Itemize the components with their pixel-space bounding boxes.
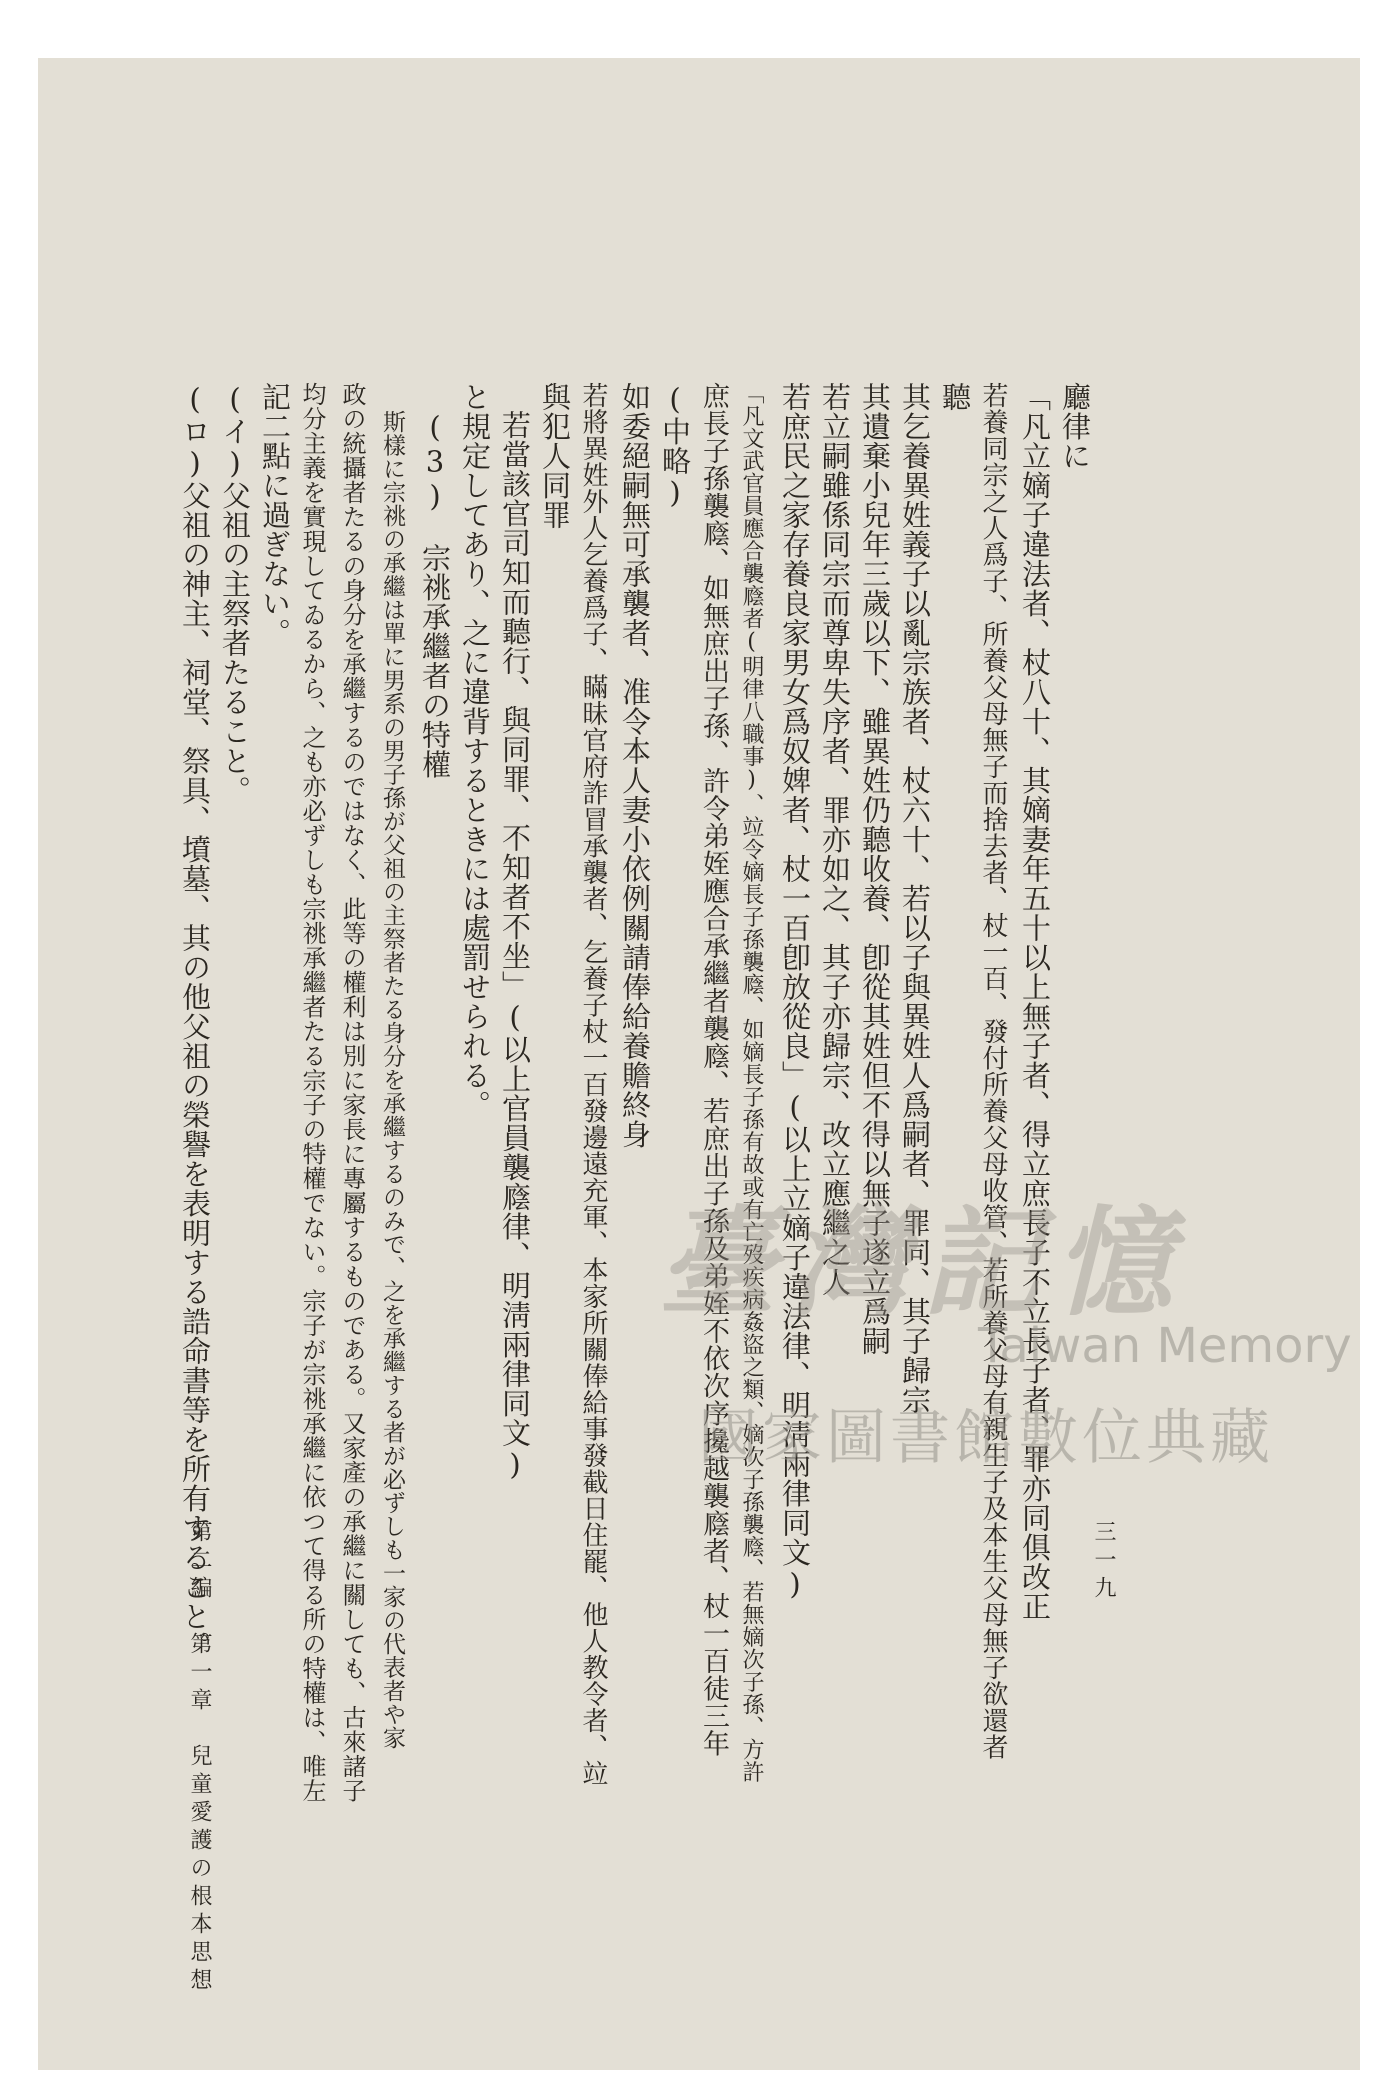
- watermark-english: Taiwan Memory: [978, 1318, 1352, 1374]
- watermark-library: 國家圖書館數位典藏: [698, 1403, 1274, 1473]
- text-column: 若將異姓外人乞養爲子、瞞昧官府詐冒承襲者、乞養子杖一百發邊遠充軍、本家所關俸給事發截日住罷、他人教令者、竝: [578, 382, 608, 1787]
- running-footer: 第二編 第一章 兒童愛護の根本思想: [187, 1520, 212, 1996]
- watermark-logo-text: 臺灣記憶: [658, 1193, 1187, 1332]
- text-column: 記二點に過ぎない。: [258, 382, 292, 648]
- text-column: (中略): [658, 382, 692, 510]
- text-column: 廳律に: [1058, 382, 1092, 471]
- text-column: 聽: [938, 382, 972, 412]
- text-column: (3) 宗祧承繼者の特權: [418, 410, 452, 779]
- text-column: 均分主義を實現してゐるから、之も亦必ずしも宗祧承繼者たる宗子の特權でない。宗子が宗祧承繼に依つて得る所の特權は、唯左: [298, 382, 326, 1803]
- text-column: 「凡立嫡子違法者、杖八十、其嫡妻年五十以上無子者、得立庶長子不立長子者、罪亦同俱改正: [1018, 382, 1052, 1621]
- text-column: 政の統攝者たるの身分を承繼するのではなく、此等の權利は別に家長に專屬するものである。又家產の承繼に關しても、古來諸子: [338, 382, 366, 1803]
- text-column: 若當該官司知而聽行、與同罪、不知者不坐」(以上官員襲廕律、明淸兩律同文): [498, 410, 532, 1482]
- text-column: 若立嗣雖係同宗而尊卑失序者、罪亦如之、其子亦歸宗、改立應繼之人: [818, 382, 852, 1297]
- text-column: (ロ)父祖の神主、祠堂、祭具、墳墓、其の他父祖の榮譽を表明する誥命書等を所有すること。: [178, 382, 212, 1661]
- text-column: 若庶民之家存養良家男女爲奴婢者、杖一百卽放從良」(以上立嫡子違法律、明淸兩律同文): [778, 382, 812, 1602]
- text-column: 其遺棄小兒年三歲以下、雖異姓仍聽收養、卽從其姓但不得以無子遂立爲嗣: [858, 382, 892, 1356]
- text-column: 斯樣に宗祧の承繼は單に男系の男子孫が父祖の主祭者たる身分を承繼するのみで、之を承繼する者が必ずしも一家の代表者や家: [379, 410, 405, 1750]
- text-column: と規定してあり、之に違背するときには處罰せられる。: [458, 382, 492, 1120]
- text-column: 若養同宗之人爲子、所養父母無子而捨去者、杖一百、發付所養父母收管、若所養父母有親生子及本生父母無子欲還者: [978, 382, 1008, 1760]
- text-column: 與犯人同罪: [538, 382, 572, 530]
- text-column: 庶長子孫襲廕、如無庶出子孫、許令弟姪應合承繼者襲廕、若庶出子孫及弟姪不依次序攙越襲廕者、杖一百徒三年: [698, 382, 729, 1757]
- text-column: 如委絕嗣無可承襲者、准令本人妻小依例關請俸給養贍終身: [618, 382, 652, 1149]
- text-column: 「凡文武官員應合襲廕者(明律八職事)、竝令嫡長子孫襲廕、如嫡長子孫有故或有亡歿疾病姦盜之類、嫡次子孫襲廕、若無嫡次子孫、方許: [739, 382, 764, 1783]
- book-page: [38, 58, 1360, 2070]
- page-number: 三一九: [1091, 1520, 1116, 1604]
- text-column: 其乞養異姓義子以亂宗族者、杖六十、若以子與異姓人爲嗣者、罪同、其子歸宗: [898, 382, 932, 1415]
- text-column: (イ)父祖の主祭者たること。: [218, 382, 252, 805]
